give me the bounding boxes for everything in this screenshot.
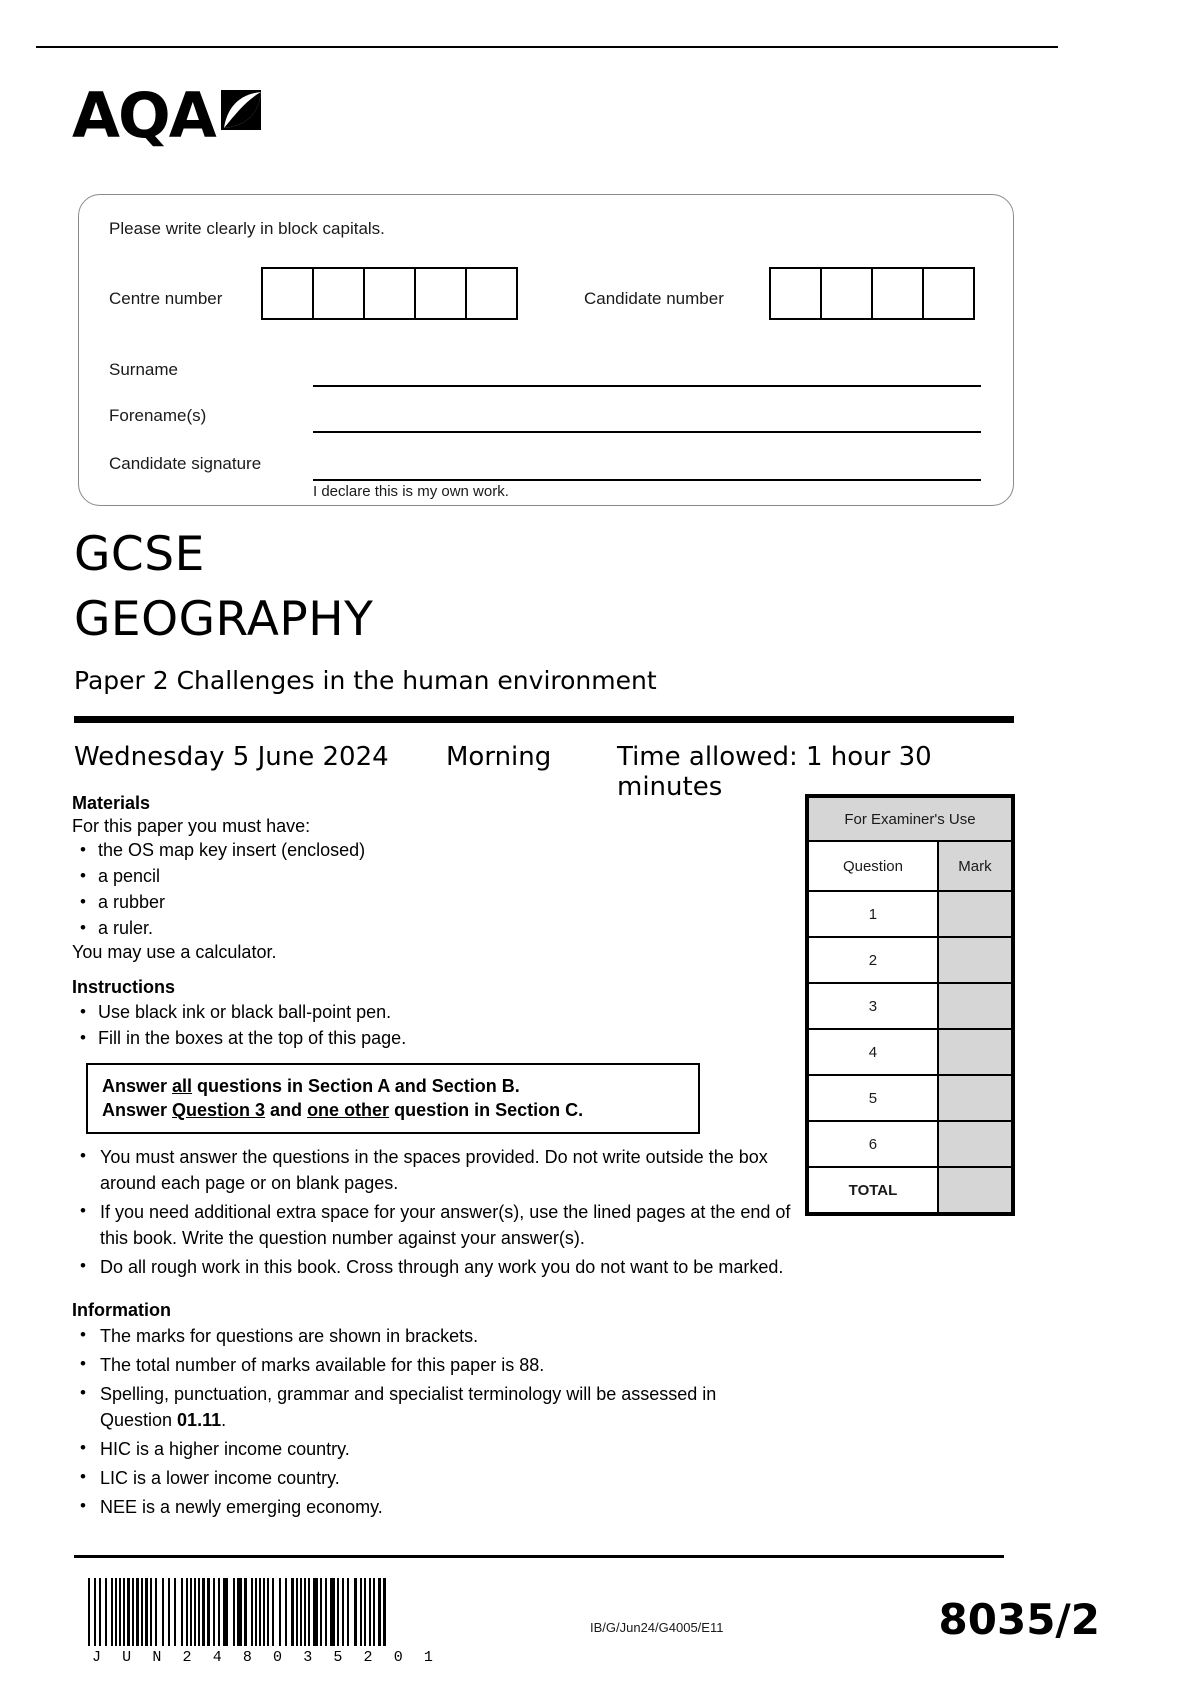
materials-list bbox=[72, 838, 792, 941]
centre-number-cell[interactable] bbox=[465, 267, 518, 320]
barcode-digit: 2 bbox=[363, 1649, 374, 1666]
answer-requirements-box bbox=[86, 1063, 700, 1134]
mark-cell[interactable] bbox=[938, 937, 1012, 983]
table-row: 1 bbox=[808, 891, 938, 937]
barcode-digit: 8 bbox=[242, 1649, 253, 1666]
block-capitals-instruction: Please write clearly in block capitals. bbox=[109, 219, 385, 238]
barcode-bars bbox=[88, 1578, 438, 1646]
table-row: 3 bbox=[808, 983, 938, 1029]
paper-code: 8035/2 bbox=[938, 1595, 1100, 1644]
ib-code: IB/G/Jun24/G4005/E11 bbox=[590, 1620, 724, 1635]
barcode-digit: 0 bbox=[393, 1649, 404, 1666]
instructions-list-bottom bbox=[72, 1144, 792, 1280]
examiner-col-question: Question bbox=[808, 841, 938, 891]
candidate-signature-input[interactable] bbox=[313, 479, 981, 481]
centre-number-cell[interactable] bbox=[261, 267, 314, 320]
answer-requirement-line-2: Answer Question 3 and one other question in Section C. bbox=[102, 1100, 584, 1120]
mark-cell[interactable] bbox=[938, 1075, 1012, 1121]
list-item: • NEE is a newly emerging economy. bbox=[72, 1494, 792, 1520]
subject-title: GEOGRAPHY bbox=[74, 592, 374, 647]
examiner-total-value[interactable] bbox=[938, 1167, 1012, 1213]
mark-cell[interactable] bbox=[938, 1029, 1012, 1075]
examiner-table-header: For Examiner's Use bbox=[808, 797, 1012, 841]
materials-intro: For this paper you must have: bbox=[72, 816, 311, 836]
paper-title: Paper 2 Challenges in the human environment bbox=[74, 666, 657, 695]
forename-label: Forename(s) bbox=[109, 406, 207, 425]
list-item: • The marks for questions are shown in brackets. bbox=[72, 1323, 792, 1349]
list-item: • Fill in the boxes at the top of this page. bbox=[72, 1026, 792, 1051]
barcode-digit: 2 bbox=[182, 1649, 193, 1666]
mark-cell[interactable] bbox=[938, 891, 1012, 937]
forename-input[interactable] bbox=[313, 431, 981, 433]
list-item: • Spelling, punctuation, grammar and specialist terminology will be assessed in Question 01.11. bbox=[72, 1381, 792, 1433]
information-heading: Information bbox=[72, 1300, 171, 1320]
list-item: • The total number of marks available for this paper is 88. bbox=[72, 1352, 792, 1378]
title-divider bbox=[74, 716, 1014, 723]
barcode bbox=[88, 1578, 438, 1666]
barcode-digit: 5 bbox=[333, 1649, 344, 1666]
candidate-number-input[interactable] bbox=[769, 267, 975, 320]
information-list bbox=[72, 1323, 792, 1520]
list-item: • HIC is a higher income country. bbox=[72, 1436, 792, 1462]
answer-requirement-line-1: Answer all questions in Section A and Section B. bbox=[102, 1076, 520, 1096]
barcode-digit: J bbox=[92, 1649, 103, 1666]
aqa-logo-text: AQA bbox=[72, 79, 215, 152]
bottom-rule bbox=[74, 1555, 1004, 1558]
qualification-title: GCSE bbox=[74, 527, 205, 582]
centre-number-input[interactable] bbox=[261, 267, 518, 320]
mark-cell[interactable] bbox=[938, 1121, 1012, 1167]
list-item: • LIC is a lower income country. bbox=[72, 1465, 792, 1491]
examiner-col-mark: Mark bbox=[938, 841, 1012, 891]
barcode-digit: 3 bbox=[303, 1649, 314, 1666]
declaration-text: I declare this is my own work. bbox=[313, 483, 509, 500]
barcode-digit: N bbox=[152, 1649, 163, 1666]
mark-cell[interactable] bbox=[938, 983, 1012, 1029]
top-rule bbox=[36, 46, 1058, 48]
exam-date: Wednesday 5 June 2024 bbox=[74, 742, 389, 772]
spag-question-number: 01.11 bbox=[177, 1410, 222, 1430]
centre-number-cell[interactable] bbox=[312, 267, 365, 320]
list-item: • a pencil bbox=[72, 864, 792, 889]
barcode-digit: 1 bbox=[423, 1649, 434, 1666]
centre-number-label: Centre number bbox=[109, 289, 223, 308]
centre-number-cell[interactable] bbox=[414, 267, 467, 320]
table-row: 5 bbox=[808, 1075, 938, 1121]
table-row: 2 bbox=[808, 937, 938, 983]
barcode-digit: U bbox=[122, 1649, 133, 1666]
exam-time-allowed: Time allowed: 1 hour 30 minutes bbox=[617, 742, 932, 802]
examiner-mark-table bbox=[805, 794, 1015, 1216]
instructions-column bbox=[72, 793, 792, 1523]
examiner-total-label: TOTAL bbox=[808, 1167, 938, 1213]
candidate-number-cell[interactable] bbox=[871, 267, 924, 320]
surname-input[interactable] bbox=[313, 385, 981, 387]
exam-details-row bbox=[74, 742, 1014, 802]
aqa-logo bbox=[72, 79, 265, 152]
candidate-signature-label: Candidate signature bbox=[109, 454, 262, 473]
list-item: • If you need additional extra space for your answer(s), use the lined pages at the end of this book. Write the question number against your answer(s). bbox=[72, 1199, 792, 1251]
barcode-digit: 0 bbox=[273, 1649, 284, 1666]
table-row: 6 bbox=[808, 1121, 938, 1167]
barcode-digits bbox=[88, 1646, 438, 1666]
candidate-number-cell[interactable] bbox=[769, 267, 822, 320]
exam-session: Morning bbox=[446, 742, 552, 772]
list-item: • the OS map key insert (enclosed) bbox=[72, 838, 792, 863]
candidate-number-label: Candidate number bbox=[584, 289, 724, 308]
centre-number-cell[interactable] bbox=[363, 267, 416, 320]
instructions-heading: Instructions bbox=[72, 977, 176, 997]
candidate-number-cell[interactable] bbox=[922, 267, 975, 320]
list-item: • a ruler. bbox=[72, 916, 792, 941]
table-row: 4 bbox=[808, 1029, 938, 1075]
surname-label: Surname bbox=[109, 360, 178, 379]
list-item: • You must answer the questions in the spaces provided. Do not write outside the box around each page or on blank pages. bbox=[72, 1144, 792, 1196]
materials-heading: Materials bbox=[72, 793, 151, 813]
list-item: • a rubber bbox=[72, 890, 792, 915]
candidate-number-cell[interactable] bbox=[820, 267, 873, 320]
candidate-details-box bbox=[78, 194, 1014, 506]
list-item: • Do all rough work in this book. Cross through any work you do not want to be marked. bbox=[72, 1254, 792, 1280]
aqa-leaf-icon bbox=[217, 86, 265, 134]
calculator-note: You may use a calculator. bbox=[72, 942, 277, 962]
list-item: • Use black ink or black ball-point pen. bbox=[72, 1000, 792, 1025]
instructions-list-top bbox=[72, 1000, 792, 1051]
barcode-digit: 4 bbox=[212, 1649, 223, 1666]
